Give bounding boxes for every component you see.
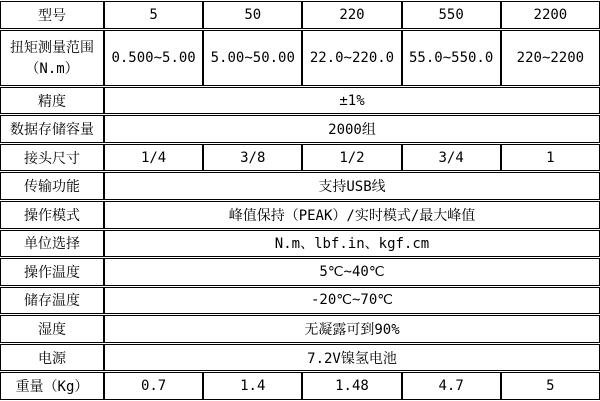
weight-value: 1.48 <box>302 372 401 400</box>
humidity-value: 无凝露可到90% <box>104 315 600 343</box>
row-transmission <box>0 172 600 200</box>
torque-range-value: 220~2200 <box>501 30 600 86</box>
row-label-unit-selection: 单位选择 <box>0 230 104 258</box>
torque-range-value: 55.0~550.0 <box>402 30 501 86</box>
storage-capacity-value: 2000组 <box>104 115 600 143</box>
model-value: 50 <box>203 1 302 29</box>
row-storage-temperature <box>0 287 600 315</box>
storage-temperature-value: -20℃~70℃ <box>104 287 600 315</box>
row-unit-selection <box>0 230 600 258</box>
row-label-power: 电源 <box>0 344 104 372</box>
row-label-connector-size: 接头尺寸 <box>0 144 104 172</box>
row-weight <box>0 372 600 400</box>
row-operation-mode <box>0 201 600 229</box>
accuracy-value: ±1% <box>104 87 600 115</box>
row-power <box>0 344 600 372</box>
connector-size-value: 3/8 <box>203 144 302 172</box>
row-label-storage-capacity: 数据存储容量 <box>0 115 104 143</box>
row-label-model: 型号 <box>0 1 104 29</box>
row-connector-size <box>0 144 600 172</box>
model-value: 550 <box>402 1 501 29</box>
row-label-accuracy: 精度 <box>0 87 104 115</box>
row-label-torque-range <box>0 30 104 86</box>
row-label-transmission: 传输功能 <box>0 172 104 200</box>
weight-value: 4.7 <box>402 372 501 400</box>
weight-value: 1.4 <box>203 372 302 400</box>
row-model <box>0 1 600 29</box>
row-torque-range <box>0 30 600 86</box>
power-value: 7.2V镍氢电池 <box>104 344 600 372</box>
torque-range-value: 5.00~50.00 <box>203 30 302 86</box>
operation-mode-value: 峰值保持（PEAK）/实时模式/最大峰值 <box>104 201 600 229</box>
unit-selection-value: N.m、lbf.in、kgf.cm <box>104 230 600 258</box>
operating-temperature-value: 5℃~40℃ <box>104 258 600 286</box>
row-humidity <box>0 315 600 343</box>
transmission-value: 支持USB线 <box>104 172 600 200</box>
torque-range-value: 22.0~220.0 <box>302 30 401 86</box>
model-value: 2200 <box>501 1 600 29</box>
row-operating-temperature <box>0 258 600 286</box>
row-accuracy <box>0 87 600 115</box>
model-value: 220 <box>302 1 401 29</box>
row-label-storage-temperature: 储存温度 <box>0 287 104 315</box>
row-label-weight: 重量（Kg） <box>0 372 104 400</box>
row-label-humidity: 湿度 <box>0 315 104 343</box>
model-value: 5 <box>104 1 203 29</box>
connector-size-value: 3/4 <box>402 144 501 172</box>
weight-value: 5 <box>501 372 600 400</box>
connector-size-value: 1 <box>501 144 600 172</box>
row-label-operation-mode: 操作模式 <box>0 201 104 229</box>
weight-value: 0.7 <box>104 372 203 400</box>
connector-size-value: 1/4 <box>104 144 203 172</box>
torque-range-label-line2: （N.m） <box>25 61 79 78</box>
torque-range-label-line1: 扭矩测量范围 <box>10 40 94 57</box>
connector-size-value: 1/2 <box>302 144 401 172</box>
torque-range-value: 0.500~5.00 <box>104 30 203 86</box>
row-storage-capacity <box>0 115 600 143</box>
row-label-operating-temperature: 操作温度 <box>0 258 104 286</box>
